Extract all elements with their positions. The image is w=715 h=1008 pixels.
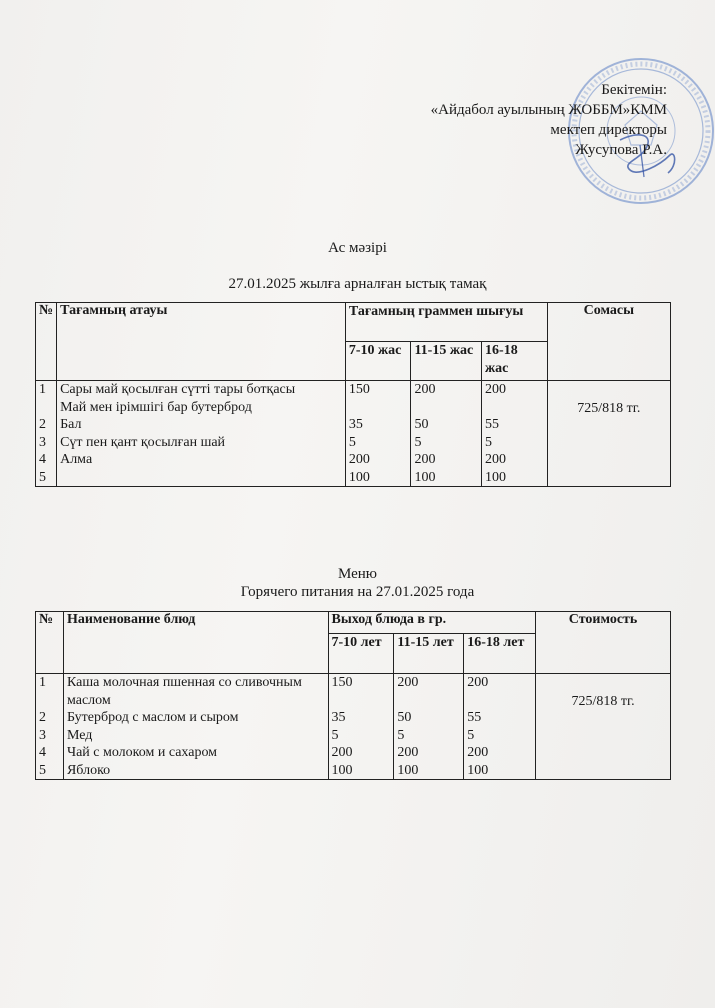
portion-value: 5 [331,727,339,743]
dish-name: Сары май қосылған сүтті тары ботқасы [60,382,296,397]
portion-value: 35 [348,417,363,432]
ru-col-age-11-15 [394,674,464,780]
portion-value: 50 [397,710,412,725]
portion-value: 150 [348,382,370,397]
ru-total-cost: 725/818 тг. [536,674,671,780]
portion-value: 5 [414,434,422,450]
kz-total-cost: 725/818 тг. [547,381,670,487]
kz-col-age-11-15 [411,381,482,487]
list-item: 5 [39,762,46,778]
kz-header-num: № [36,303,57,381]
dish-name: Бутерброд с маслом и сыром [66,710,239,725]
portion-value: 200 [348,452,370,467]
list-item: 4 [39,745,46,760]
portion-value: 100 [397,762,419,778]
kz-header-age-7-10: 7-10 жас [345,342,411,381]
list-item: 2 [39,710,46,725]
dish-name: Чай с молоком и сахаром [66,745,218,760]
portion-value: 100 [348,469,370,485]
kz-header-age-11-15: 11-15 жас [411,342,482,381]
approval-position: мектеп директоры [550,122,667,138]
kz-col-age-16-18 [482,381,548,487]
dish-name: Бал [60,417,82,432]
approval-organization: «Айдабол ауылының ЖОББМ»КММ [430,102,667,118]
kz-header-cost: Сомасы [547,303,670,381]
portion-value: 55 [485,417,500,432]
ru-subheading: Горячего питания на 27.01.2025 года [240,584,475,600]
dish-name: Яблоко [66,762,111,778]
ru-col-age-7-10 [328,674,394,780]
ru-col-name [63,674,328,780]
ru-header-age-7-10: 7-10 лет [328,634,394,674]
ru-header-age-11-15: 11-15 лет [394,634,464,674]
kz-header-name: Тағамның атауы [57,303,346,381]
kz-col-age-7-10 [345,381,411,487]
portion-value: 55 [467,710,482,725]
portion-value: 200 [397,745,419,760]
list-item: 3 [39,727,46,743]
portion-value: 200 [467,675,489,690]
ru-col-num [36,674,64,780]
portion-value: 200 [397,675,419,690]
dish-name: Алма [60,452,93,467]
portion-value: 200 [485,382,507,397]
list-item: 4 [39,452,46,467]
approval-label: Бекітемін: [601,82,667,98]
approval-block [431,80,667,160]
kz-menu-table [35,302,671,487]
dish-name: Каша молочная пшенная со сливочным маслом [66,675,302,708]
portion-value: 100 [414,469,436,485]
kz-header-age-16-18: 16-18 жас [482,342,548,381]
portion-value: 5 [467,727,475,743]
dish-name: Май мен ірімшігі бар бутерброд [60,399,252,415]
ru-header-cost: Стоимость [536,612,671,674]
dish-name: Мед [66,727,93,743]
portion-value: 5 [485,434,493,450]
kz-header-output: Тағамның граммен шығуы [345,303,547,342]
portion-value: 150 [331,675,353,690]
approval-signatory: Жусупова Р.А. [575,142,667,158]
kz-col-num [36,381,57,487]
list-item: 1 [39,382,46,397]
list-item: 1 [39,675,46,690]
portion-value: 100 [331,762,353,778]
ru-header-num: № [36,612,64,674]
portion-value: 200 [331,745,353,760]
ru-table-body [36,674,671,780]
list-item: 3 [39,434,46,450]
ru-header-output: Выход блюда в гр. [328,612,536,634]
ru-heading: Меню [337,566,378,582]
portion-value: 35 [331,710,346,725]
ru-col-age-16-18 [464,674,536,780]
dish-name: Сүт пен қант қосылған шай [60,434,226,450]
kz-table-body [36,381,671,487]
list-item: 2 [39,417,46,432]
portion-value: 200 [467,745,489,760]
portion-value: 100 [467,762,489,778]
kz-col-name [57,381,346,487]
ru-header-age-16-18: 16-18 лет [464,634,536,674]
portion-value: 100 [485,469,507,485]
portion-value: 5 [397,727,405,743]
ru-header-name: Наименование блюд [63,612,328,674]
portion-value: 200 [485,452,507,467]
portion-value: 200 [414,382,436,397]
ru-menu-table [35,611,671,780]
portion-value: 200 [414,452,436,467]
list-item: 5 [39,469,46,485]
kz-heading: Ас мәзірі [328,240,387,256]
kz-subheading: 27.01.2025 жылға арналған ыстық тамақ [228,276,487,292]
portion-value: 50 [414,417,429,432]
portion-value: 5 [348,434,356,450]
